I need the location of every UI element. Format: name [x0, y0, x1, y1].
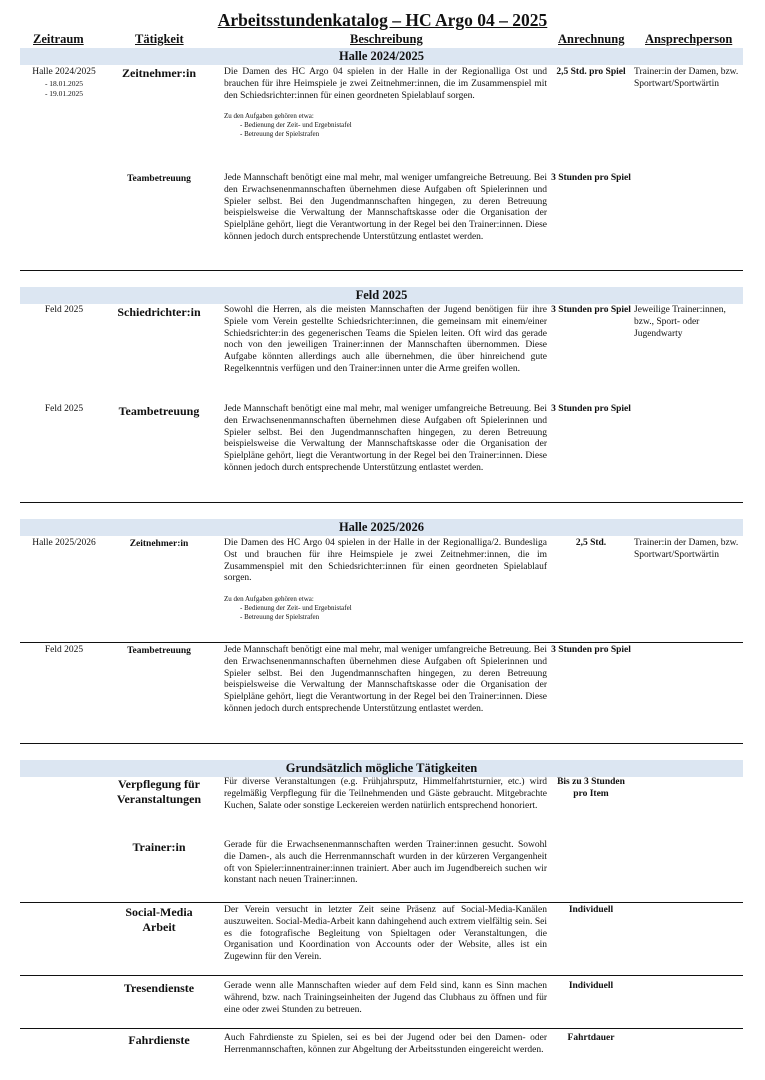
section-divider [20, 502, 743, 503]
row-activity: Trainer:in [132, 840, 186, 854]
row-anrechnung: Individuell [568, 981, 614, 991]
row-anrechnung: 3 Stunden pro Spiel [551, 404, 631, 414]
section-divider [20, 270, 743, 271]
row-description: Sowohl die Herren, als die meisten Mannschaften der Jugend benötigen für ihre Spiele vom Verein gestellte Schiedsrichter:innen, die gemeinsam mit einem/einer Schiedsrichter:in des gegenerischen Teams die Spielen leiten. Oft wird das gerade noch von den jeweiligen Trainer:innen der Mannschaften übernommen. Diese Aufgabe könnten allerdings auch alle übernehmen, die über hinreichend gute Regelkenntnis verfügen und den Trainer:innen unter die Arme greifen wollen. [224, 305, 547, 374]
row-ansprechperson: Trainer:in der Damen, bzw. Sportwart/Sportwärtin [634, 538, 739, 560]
task-item: - Bedienung der Zeit- und Ergebnistafel [240, 121, 352, 130]
date-item: - 19.01.2025 [44, 88, 84, 98]
task-list [224, 595, 547, 622]
row-description: Gerade für die Erwachsenenmannschaften werden Trainer:innen gesucht. Sowohl die Damen-, als auch die Herrenmannschaft wurden in der kürzeren Vergangenheit oft von Spieler:innentrainer:innen trainiert. Aber auch im Jugendbereich suchen wir konstant nach neuen Trainer:innen. [224, 840, 547, 886]
row-activity: Teambetreuung [127, 646, 191, 656]
row-anrechnung: 3 Stunden pro Spiel [551, 645, 631, 655]
row-description: Jede Mannschaft benötigt eine mal mehr, mal weniger umfangreiche Betreuung. Bei den Erwachsenenmannschaften übernehmen diese Aufgaben oft Spielerinnen und Spieler selbst. Bei den Jugendmannschaften hingegen, zu deren Betreuung beispielsweise die Verwaltung der Mannschaftskasse oder die Organisation der Spielpläne gehört, liegt die Verantwortung in der Regel bei den Trainer:innen. Diese können jedoch durch entsprechende Unterstützung entlastet werden. [224, 404, 547, 473]
row-divider [20, 975, 743, 976]
row-ansprechperson: Jeweilige Trainer:innen, bzw., Sport- oder Jugendwarty [634, 305, 726, 339]
row-activity: Zeitnehmer:in [122, 66, 196, 80]
row-activity: Tresendienste [123, 981, 195, 995]
row-anrechnung: Individuell [568, 905, 614, 915]
row-zeitraum: Feld 2025 [44, 305, 84, 315]
description-text: Die Damen des HC Argo 04 spielen in der Halle in der Regionalliga Ost und brauchen für ihre Heimspiele je zwei Zeitnehmer:innen, die im Zusammenspiel mit den Schiedsrichter:innen für einen geordneten Spielablauf sorgen. [224, 67, 547, 101]
description-text: Die Damen des HC Argo 04 spielen in der Halle in der Regionalliga/2. Bundesliga Ost und brauchen für ihre Heimspiele je zwei Zeitnehmer:innen, die im Zusammenspiel mit den Schiedsrichter:innen für einen geordneten Spielablauf sorgen. [224, 538, 547, 584]
column-header-taetigkeit: Tätigkeit [135, 32, 184, 46]
task-list-intro: Zu den Aufgaben gehören etwa: [224, 112, 314, 121]
row-description: Der Verein versucht in letzter Zeit seine Präsenz auf Social-Media-Kanälen auszuweiten. Social-Media-Arbeit kann dahingehend auch extrem vielfältig sein. Sei es die fotografische Begleitung von Spieltagen oder Veranstaltungen, die Organisation und Koordination von Accounts oder der Website, alles ist ein Zugewinn für den Verein. [224, 905, 547, 963]
column-header-beschreibung: Beschreibung [350, 32, 423, 46]
column-header-zeitraum: Zeitraum [33, 32, 84, 46]
row-description: Auch Fahrdienste zu Spielen, sei es bei der Jugend oder bei den Damen- oder Herrenmannschaften, können zur Abgeltung der Arbeitsstunden eingereicht werden. [224, 1033, 547, 1055]
row-zeitraum: Feld 2025 [44, 645, 84, 655]
row-activity: Teambetreuung [118, 404, 200, 418]
row-anrechnung: 2,5 Std. [575, 538, 607, 548]
row-zeitraum: Halle 2025/2026 [32, 538, 96, 548]
column-header-anrechnung: Anrechnung [558, 32, 625, 46]
row-divider [20, 902, 743, 903]
row-activity: Fahrdienste [128, 1033, 190, 1047]
row-anrechnung: 2,5 Std. pro Spiel [556, 67, 626, 77]
row-ansprechperson: Trainer:in der Damen, bzw. Sportwart/Sportwärtin [634, 67, 739, 89]
task-list-intro: Zu den Aufgaben gehören etwa: [224, 595, 314, 604]
row-description [224, 538, 547, 622]
task-item: - Betreuung der Spielstrafen [240, 130, 320, 139]
task-list [224, 112, 547, 139]
row-divider [20, 642, 743, 643]
row-activity: Teambetreuung [127, 174, 191, 184]
column-header-ansprechperson: Ansprechperson [645, 32, 733, 46]
task-item: - Bedienung der Zeit- und Ergebnistafel [240, 604, 352, 613]
zeitraum-label: Halle 2024/2025 [32, 67, 96, 77]
row-zeitraum: Feld 2025 [44, 404, 84, 414]
row-anrechnung: Bis zu 3 Stunden pro Item [557, 777, 625, 799]
section-header: Feld 2025 [20, 287, 743, 304]
row-description [224, 67, 547, 139]
row-activity: Social-Media Arbeit [125, 905, 193, 934]
row-anrechnung: 3 Stunden pro Spiel [551, 173, 631, 183]
section-header: Halle 2025/2026 [20, 519, 743, 536]
row-activity: Zeitnehmer:in [129, 539, 189, 549]
document-title: Arbeitsstundenkatalog – HC Argo 04 – 2025 [217, 10, 548, 30]
row-activity: Schiedrichter:in [117, 305, 201, 319]
row-zeitraum [20, 67, 108, 99]
section-header: Grundsätzlich mögliche Tätigkeiten [20, 760, 743, 777]
row-description: Gerade wenn alle Mannschaften wieder auf dem Feld sind, kann es Sinn machen während, bzw. nach Trainingseinheiten der Jugend das Clubhaus zu öffnen und für eine oder zwei Stunden zu betreuen. [224, 981, 547, 1015]
row-divider [20, 1028, 743, 1029]
row-anrechnung: 3 Stunden pro Spiel [551, 305, 631, 315]
task-item: - Betreuung der Spielstrafen [240, 613, 320, 622]
row-description: Jede Mannschaft benötigt eine mal mehr, mal weniger umfangreiche Betreuung. Bei den Erwachsenenmannschaften übernehmen diese Aufgaben oft Spielerinnen und Spieler selbst. Bei den Jugendmannschaften hingegen, zu deren Betreuung beispielsweise die Verwaltung der Mannschaftskasse oder die Organisation der Spielpläne gehört, liegt die Verantwortung in der Regel bei den Trainer:innen. Diese können jedoch durch entsprechende Unterstützung entlastet werden. [224, 173, 547, 242]
row-anrechnung: Fahrtdauer [567, 1033, 615, 1043]
row-activity: Verpflegung für Veranstaltungen [116, 777, 202, 806]
date-item: - 18.01.2025 [44, 78, 84, 88]
row-description: Jede Mannschaft benötigt eine mal mehr, mal weniger umfangreiche Betreuung. Bei den Erwachsenenmannschaften übernehmen diese Aufgaben oft Spielerinnen und Spieler selbst. Bei den Jugendmannschaften hingegen, zu deren Betreuung beispielsweise die Verwaltung der Mannschaftskasse oder die Organisation der Spielpläne gehört, liegt die Verantwortung in der Regel bei den Trainer:innen. Diese können jedoch durch entsprechende Unterstützung entlastet werden. [224, 645, 547, 714]
section-header: Halle 2024/2025 [20, 48, 743, 65]
row-description: Für diverse Veranstaltungen (e.g. Frühjahrsputz, Himmelfahrtsturnier, etc.) wird regelmäßig Verpflegung für die Teilnehmenden und Gäste gebraucht. Mitgebrachte Kuchen, Salate oder sonstige Leckereien werden natürlich entsprechend honoriert. [224, 777, 547, 811]
section-divider [20, 743, 743, 744]
